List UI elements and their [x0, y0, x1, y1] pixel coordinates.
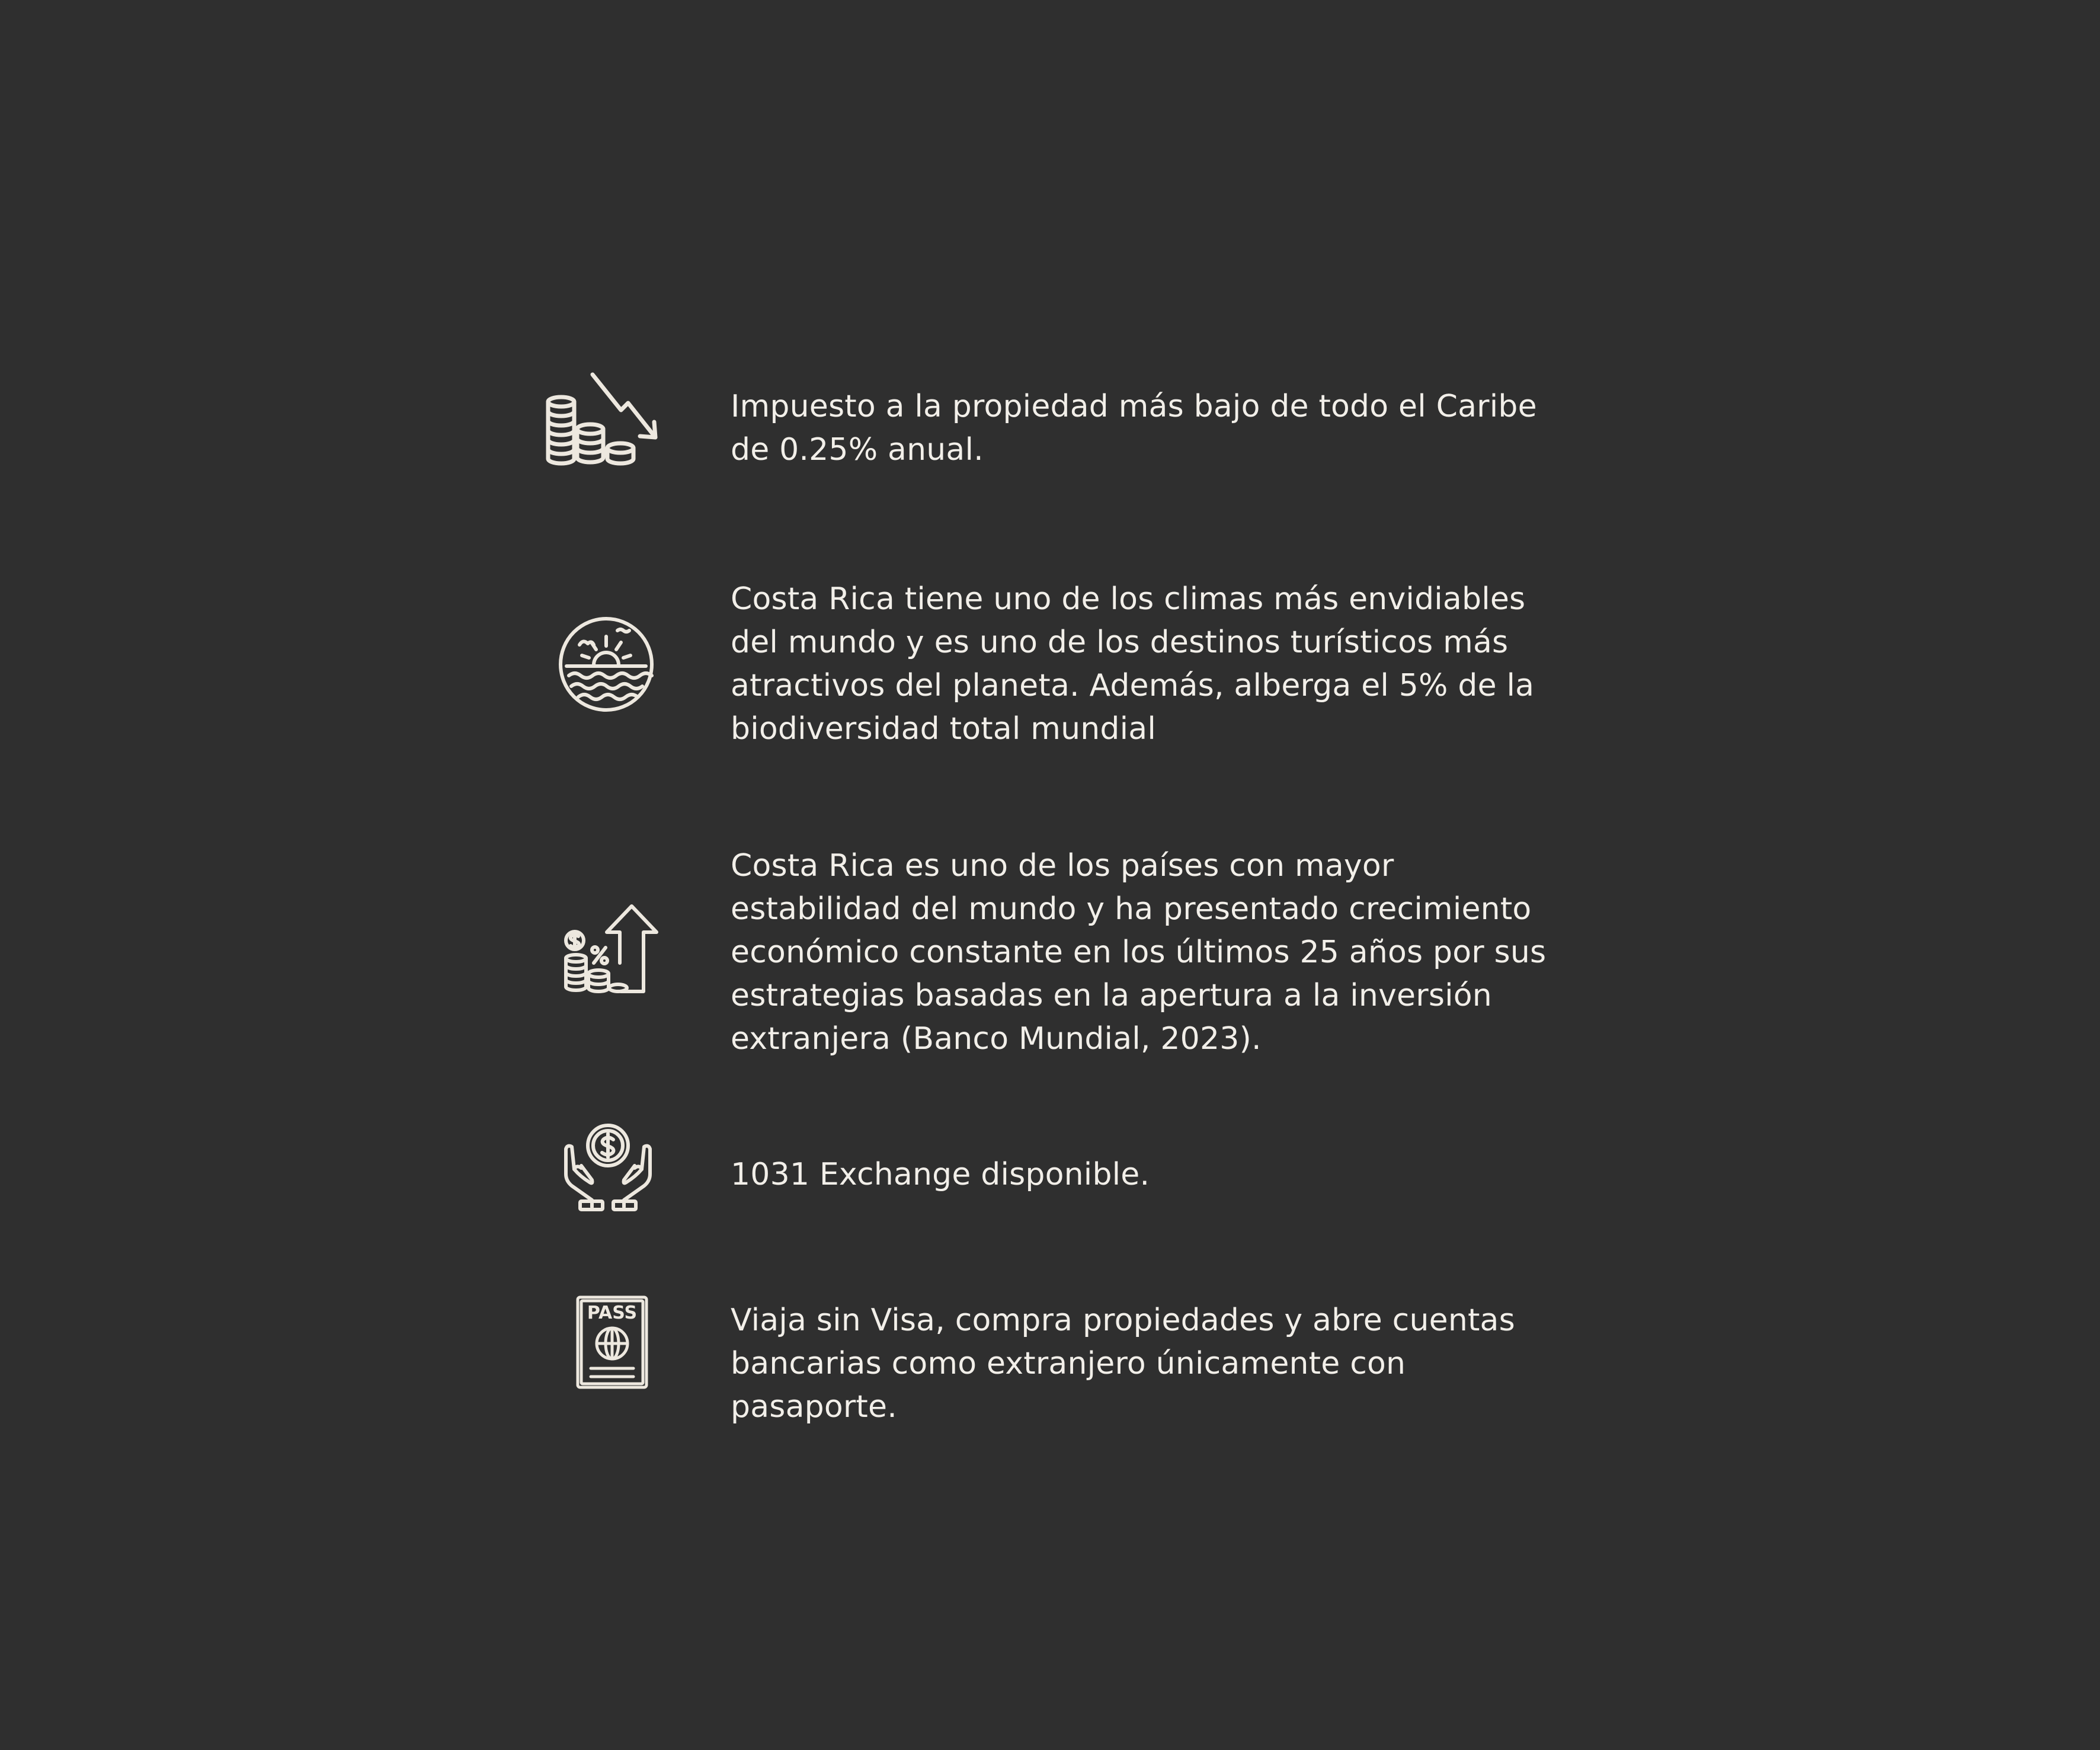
feature-text: Viaja sin Visa, compra propiedades y abre cuentas bancarias como extranjero únicamente con pasaporte.	[731, 1303, 1515, 1425]
hands-money-icon	[561, 1123, 655, 1212]
passport-icon	[575, 1295, 649, 1390]
feature-text: Impuesto a la propiedad más bajo de todo el Caribe de 0.25% anual.	[731, 389, 1537, 468]
feature-text: Costa Rica es uno de los países con mayor estabilidad del mundo y ha presentado crecimiento económico constante en los últimos 25 años por sus estrategias basadas en la apertura a la inversión extranjera (Banco Mundial, 2023).	[731, 848, 1547, 1057]
sun-sea-icon	[558, 616, 654, 712]
feature-text: 1031 Exchange disponible.	[731, 1157, 1150, 1192]
coins-decrease-icon	[545, 367, 658, 474]
feature-text: Costa Rica tiene uno de los climas más envidiables del mundo y es uno de los destinos turísticos más atractivos del planeta. Además, alberga el 5% de la biodiversidad total mundial	[731, 581, 1535, 747]
svg-text:PASS: PASS	[587, 1303, 638, 1323]
economic-growth-icon	[563, 904, 658, 994]
